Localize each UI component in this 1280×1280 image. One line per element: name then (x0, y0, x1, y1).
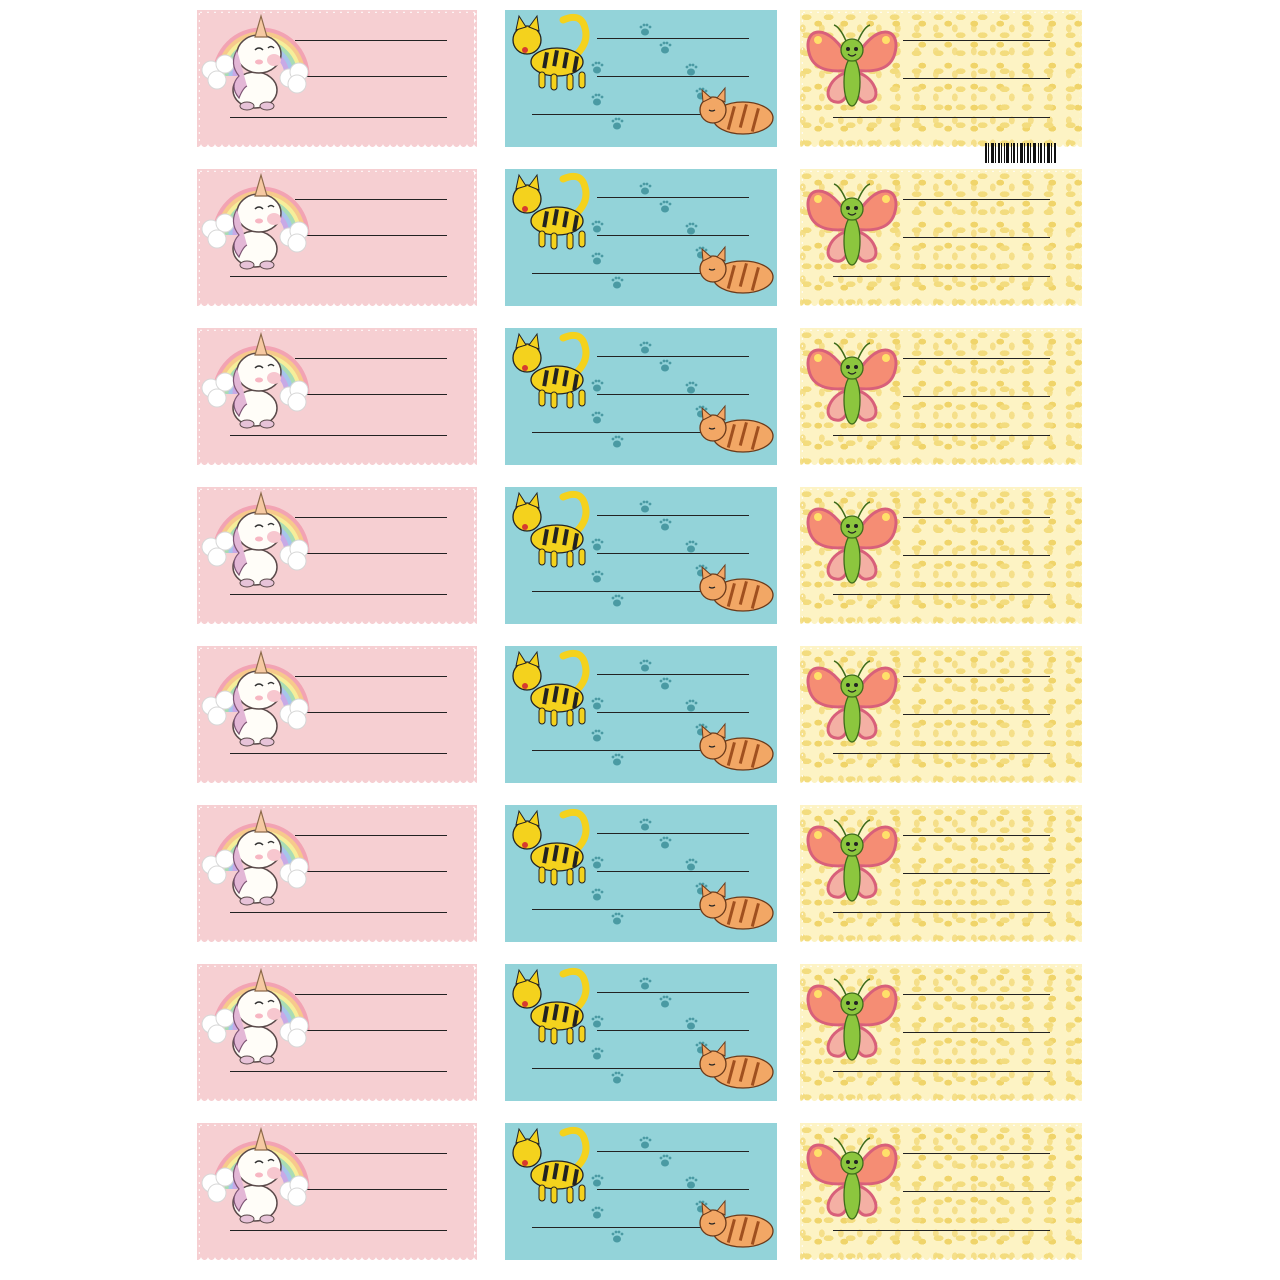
writing-line[interactable] (903, 873, 1050, 874)
unicorn-name-label (197, 646, 477, 783)
writing-line[interactable] (903, 714, 1050, 715)
unicorn-rainbow-icon (197, 487, 317, 624)
writing-line[interactable] (903, 835, 1050, 836)
unicorn-rainbow-icon (197, 169, 317, 306)
writing-line[interactable] (903, 994, 1050, 995)
writing-line[interactable] (295, 40, 447, 41)
cat-name-label (505, 10, 777, 147)
butterfly-icon (800, 964, 910, 1101)
writing-line[interactable] (295, 394, 447, 395)
butterfly-name-label (800, 10, 1082, 147)
cat-name-label (505, 805, 777, 942)
unicorn-name-label (197, 487, 477, 624)
butterfly-icon (800, 487, 910, 624)
unicorn-name-label (197, 964, 477, 1101)
cat-name-label (505, 1123, 777, 1260)
butterfly-icon (800, 646, 910, 783)
unicorn-rainbow-icon (197, 328, 317, 465)
writing-line[interactable] (903, 517, 1050, 518)
two-cats-pawprints-icon (505, 1123, 777, 1260)
unicorn-rainbow-icon (197, 646, 317, 783)
writing-line[interactable] (903, 1153, 1050, 1154)
butterfly-name-label (800, 1123, 1082, 1260)
writing-line[interactable] (295, 358, 447, 359)
two-cats-pawprints-icon (505, 805, 777, 942)
writing-line[interactable] (903, 358, 1050, 359)
unicorn-name-label (197, 805, 477, 942)
unicorn-name-label (197, 169, 477, 306)
writing-line[interactable] (295, 199, 447, 200)
butterfly-name-label (800, 964, 1082, 1101)
writing-line[interactable] (903, 199, 1050, 200)
unicorn-rainbow-icon (197, 964, 317, 1101)
writing-line[interactable] (295, 871, 447, 872)
writing-line[interactable] (903, 40, 1050, 41)
writing-line[interactable] (903, 237, 1050, 238)
cat-name-label (505, 964, 777, 1101)
writing-line[interactable] (903, 676, 1050, 677)
cat-name-label (505, 169, 777, 306)
writing-line[interactable] (903, 396, 1050, 397)
unicorn-name-label (197, 328, 477, 465)
two-cats-pawprints-icon (505, 169, 777, 306)
butterfly-icon (800, 169, 910, 306)
two-cats-pawprints-icon (505, 964, 777, 1101)
writing-line[interactable] (295, 517, 447, 518)
writing-line[interactable] (295, 994, 447, 995)
writing-line[interactable] (295, 553, 447, 554)
unicorn-rainbow-icon (197, 10, 317, 147)
writing-line[interactable] (903, 1191, 1050, 1192)
butterfly-name-label (800, 805, 1082, 942)
barcode-icon (985, 143, 1057, 171)
unicorn-rainbow-icon (197, 1123, 317, 1260)
butterfly-icon (800, 1123, 910, 1260)
butterfly-name-label (800, 328, 1082, 465)
butterfly-name-label (800, 487, 1082, 624)
butterfly-icon (800, 10, 910, 147)
writing-line[interactable] (295, 712, 447, 713)
two-cats-pawprints-icon (505, 328, 777, 465)
writing-line[interactable] (903, 1032, 1050, 1033)
butterfly-name-label (800, 646, 1082, 783)
butterfly-icon (800, 328, 910, 465)
two-cats-pawprints-icon (505, 10, 777, 147)
cat-name-label (505, 646, 777, 783)
writing-line[interactable] (295, 1030, 447, 1031)
unicorn-name-label (197, 10, 477, 147)
writing-line[interactable] (295, 1189, 447, 1190)
butterfly-icon (800, 805, 910, 942)
cat-name-label (505, 487, 777, 624)
unicorn-name-label (197, 1123, 477, 1260)
unicorn-rainbow-icon (197, 805, 317, 942)
writing-line[interactable] (295, 76, 447, 77)
cat-name-label (505, 328, 777, 465)
writing-line[interactable] (295, 235, 447, 236)
butterfly-name-label (800, 169, 1082, 306)
writing-line[interactable] (903, 555, 1050, 556)
writing-line[interactable] (903, 78, 1050, 79)
two-cats-pawprints-icon (505, 646, 777, 783)
writing-line[interactable] (295, 676, 447, 677)
two-cats-pawprints-icon (505, 487, 777, 624)
writing-line[interactable] (295, 835, 447, 836)
writing-line[interactable] (295, 1153, 447, 1154)
